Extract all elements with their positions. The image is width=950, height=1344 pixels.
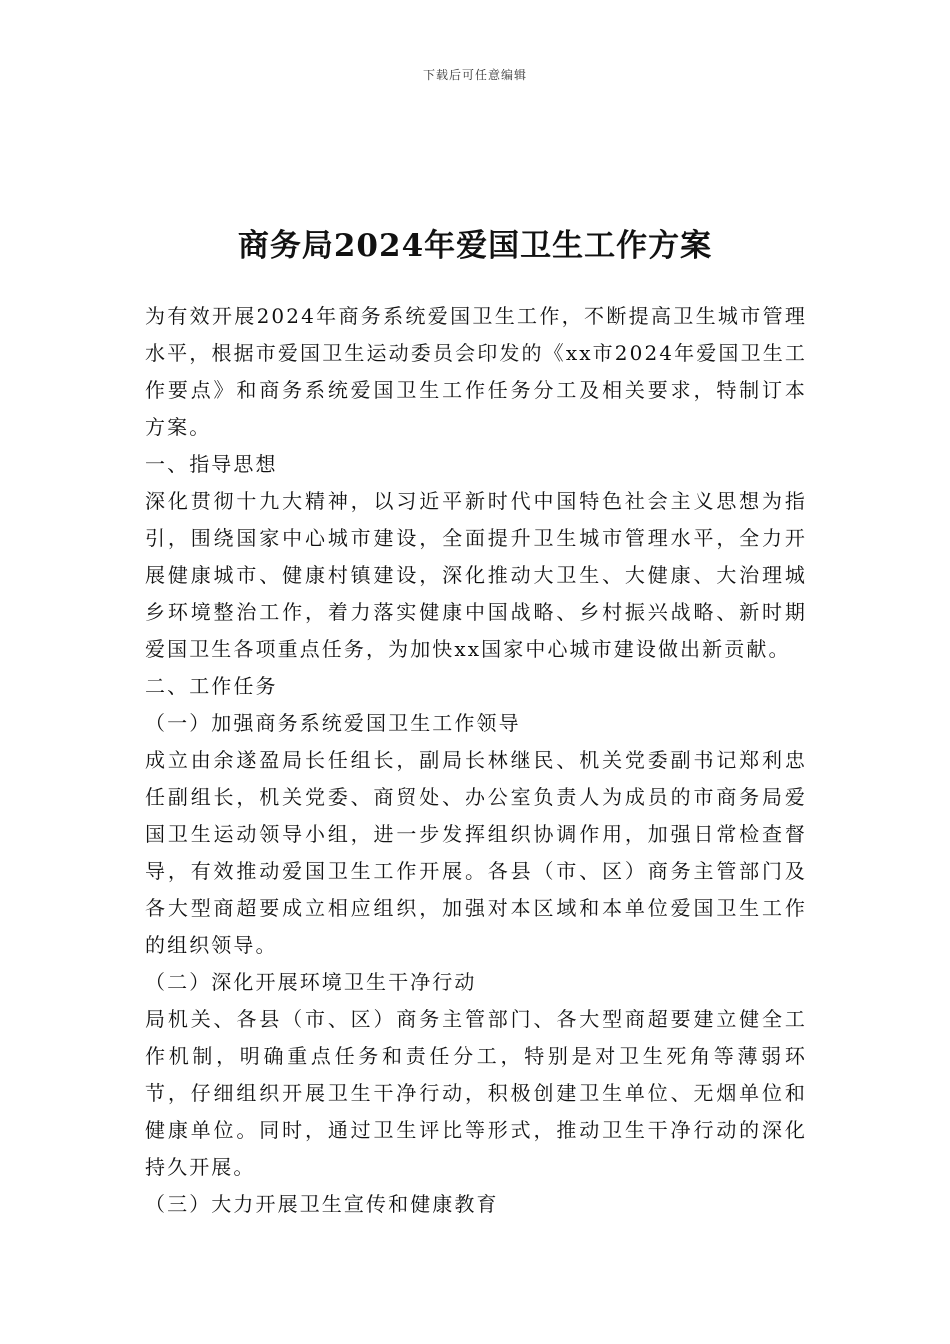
header-note: 下载后可任意编辑 — [422, 68, 527, 82]
section-heading-guiding-ideology: 一、指导思想 — [145, 452, 278, 476]
subsection-heading-1: （一）加强商务系统爱国卫生工作领导 — [145, 711, 521, 735]
document-title: 商务局2024年爱国卫生工作方案 — [237, 228, 713, 264]
subsection-1-paragraph: 成立由余遂盈局长任组长，副局长林继民、机关党委副书记郑利忠任副组长，机关党委、商贸处、办公室负责人为成员的市商务局爱国卫生运动领导小组，进一步发挥组织协调作用，加强日常检查督导，有效推动爱国卫生工作开展。各县（市、区）商务主管部门及各大型商超要成立相应组织，加强对本区域和本单位爱国卫生工作的组织领导。 — [145, 748, 807, 957]
guiding-ideology-paragraph: 深化贯彻十九大精神，以习近平新时代中国特色社会主义思想为指引，围绕国家中心城市建设，全面提升卫生城市管理水平，全力开展健康城市、健康村镇建设，深化推动大卫生、大健康、大治理城乡环境整治工作，着力落实健康中国战略、乡村振兴战略、新时期爱国卫生各项重点任务，为加快xx国家中心城市建设做出新贡献。 — [145, 489, 807, 661]
subsection-heading-2: （二）深化开展环境卫生干净行动 — [145, 970, 477, 994]
section-heading-work-tasks: 二、工作任务 — [145, 674, 278, 698]
document-body — [145, 298, 807, 1223]
subsection-2-paragraph: 局机关、各县（市、区）商务主管部门、各大型商超要建立健全工作机制，明确重点任务和责任分工，特别是对卫生死角等薄弱环节，仔细组织开展卫生干净行动，积极创建卫生单位、无烟单位和健康单位。同时，通过卫生评比等形式，推动卫生干净行动的深化持久开展。 — [145, 1007, 807, 1179]
intro-paragraph: 为有效开展2024年商务系统爱国卫生工作，不断提高卫生城市管理水平，根据市爱国卫生运动委员会印发的《xx市2024年爱国卫生工作要点》和商务系统爱国卫生工作任务分工及相关要求，特制订本方案。 — [145, 304, 807, 439]
subsection-heading-3: （三）大力开展卫生宣传和健康教育 — [145, 1192, 499, 1216]
